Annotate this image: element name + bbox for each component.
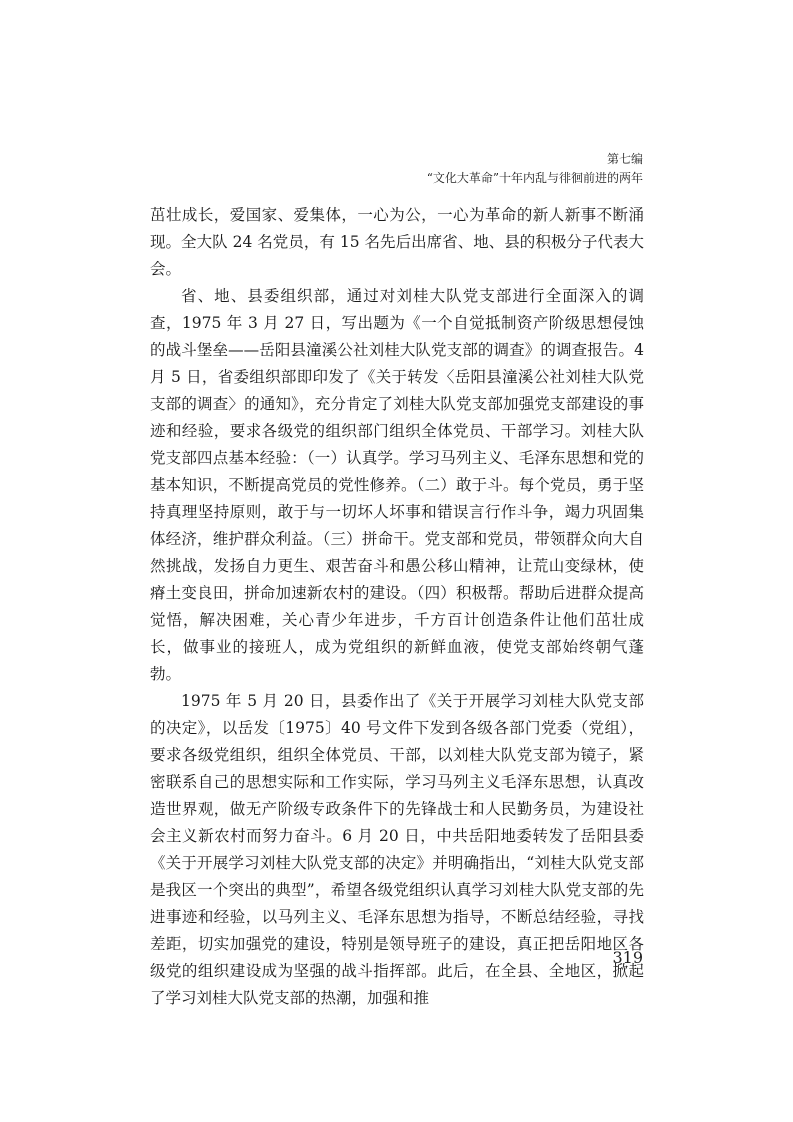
paragraph: 1975 年 5 月 20 日，县委作出了《关于开展学习刘桂大队党支部的决定》，以岳发〔1975〕40 号文件下发到各级各部门党委（党组），要求各级党组织，组织全体党员、干部，以刘桂大队党支部为镜子，紧密联系自己的思想实际和工作实际，学习马列主义毛泽东思想，认真改造世界观，做无产阶级专政条件下的先锋战士和人民勤务员，为建设社会主义新农村而努力奋斗。6 月 20 日，中共岳阳地委转发了岳阳县委《关于开展学习刘桂大队党支部的决定》并明确指出，“刘桂大队党支部是我区一个突出的典型”，希望各级党组织认真学习刘桂大队党支部的先进事迹和经验，以马列主义、毛泽东思想为指导，不断总结经验，寻找差距，切实加强党的建设，特别是领导班子的建设，真正把岳阳地区各级党的组织建设成为坚强的战斗指挥部。此后，在全县、全地区，掀起了学习刘桂大队党支部的热潮，加强和推 — [150, 692, 644, 1007]
paragraph: 省、地、县委组织部，通过对刘桂大队党支部进行全面深入的调查，1975 年 3 月 27 日，写出题为《一个自觉抵制资产阶级思想侵蚀的战斗堡垒——岳阳县潼溪公社刘桂大队党支部的调查》的调查报告。4 月 5 日，省委组织部即印发了《关于转发〈岳阳县潼溪公社刘桂大队党支部的调查〉的通知》，充分肯定了刘桂大队党支部加强党支部建设的事迹和经验，要求各级党的组织部门组织全体党员、干部学习。刘桂大队党支部四点基本经验：（一）认真学。学习马列主义、毛泽东思想和党的基本知识，不断提高党员的党性修养。（二）敢于斗。每个党员，勇于坚持真理坚持原则，敢于与一切坏人坏事和错误言行作斗争，竭力巩固集体经济，维护群众利益。（三）拼命干。党支部和党员，带领群众向大自然挑战，发扬自力更生、艰苦奋斗和愚公移山精神，让荒山变绿林，使瘠土变良田，拼命加速新农村的建设。（四）积极帮。帮助后进群众提高觉悟，解决困难，关心青少年进步，千方百计创造条件让他们茁壮成长，做事业的接班人，成为党组织的新鲜血液，使党支部始终朝气蓬勃。 — [150, 287, 644, 683]
header-section: 第七编 — [606, 152, 643, 166]
running-header — [427, 150, 643, 188]
page-number: 319 — [612, 948, 643, 967]
header-subtitle: “文化大革命”十年内乱与徘徊前进的两年 — [426, 171, 643, 185]
paragraph-continuation: 茁壮成长，爱国家、爱集体，一心为公，一心为革命的新人新事不断涌现。全大队 24 名党员，有 15 名先后出席省、地、县的积极分子代表大会。 — [150, 206, 644, 278]
body-text — [150, 202, 644, 1012]
